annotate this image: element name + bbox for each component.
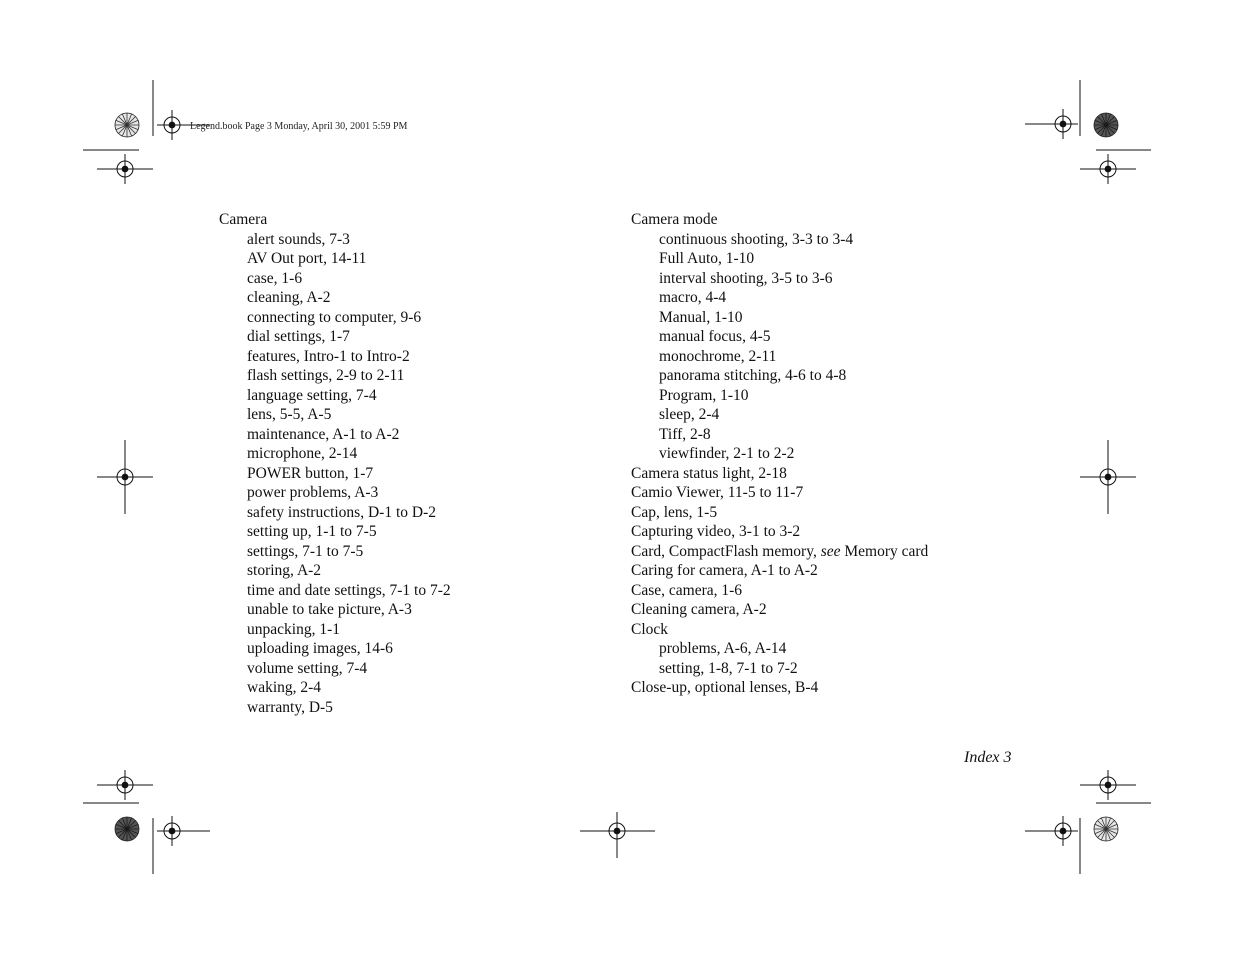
page-folio: Index 3 (964, 749, 1012, 766)
index-subentry (219, 561, 451, 581)
index-entry-text: setting up, 1-1 to 7-5 (247, 523, 377, 540)
index-entry-text: language setting, 7-4 (247, 386, 377, 404)
index-entry (631, 210, 928, 230)
index-entry (631, 522, 928, 542)
index-subentry (631, 269, 928, 289)
index-entry-text: case, 1-6 (247, 269, 303, 287)
index-entry-text: maintenance, A-1 to A-2 (247, 425, 400, 443)
index-subentry (631, 405, 928, 425)
index-entry-text: Capturing video, 3-1 to 3-2 (631, 523, 801, 540)
index-entry-text: features, Intro-1 to Intro-2 (247, 347, 410, 365)
color-wheel-icon (1094, 817, 1118, 841)
index-entry-text: microphone, 2-14 (247, 445, 358, 462)
index-entry (631, 620, 928, 640)
index-subentry (631, 347, 928, 367)
index-entry-text: warranty, D-5 (247, 698, 333, 716)
index-subentry (631, 386, 928, 406)
index-subentry (631, 639, 928, 659)
index-subentry (631, 249, 928, 269)
index-column-right (631, 210, 928, 698)
page-slug: Legend.book Page 3 Monday, April 30, 2001 5:59 PM (190, 121, 408, 132)
index-entry-text: Card, CompactFlash memory, (631, 542, 821, 560)
index-subentry (219, 327, 451, 347)
index-entry (631, 678, 928, 698)
index-entry (631, 561, 928, 581)
index-subentry (219, 678, 451, 698)
index-entry-text: Tiff, 2-8 (659, 425, 711, 443)
index-entry-text: Close-up, optional lenses, B-4 (631, 679, 819, 696)
index-column-left (219, 210, 451, 717)
index-entry (631, 542, 928, 562)
index-subentry (631, 308, 928, 328)
index-subentry (631, 425, 928, 445)
index-entry-text: setting, 1-8, 7-1 to 7-2 (659, 659, 798, 677)
index-subentry (219, 386, 451, 406)
index-entry-text: Clock (631, 620, 669, 638)
index-entry (631, 483, 928, 503)
index-entry-text: cleaning, A-2 (247, 289, 331, 306)
index-entry-text: Camio Viewer, 11-5 to 11-7 (631, 484, 804, 501)
index-subentry (219, 698, 451, 718)
index-subentry (631, 366, 928, 386)
color-wheel-icon (1094, 113, 1118, 137)
index-subentry (219, 522, 451, 542)
index-entry-text: panorama stitching, 4-6 to 4-8 (659, 367, 847, 384)
index-entry-text: uploading images, 14-6 (247, 640, 393, 657)
index-entry-text: dial settings, 1-7 (247, 328, 350, 345)
index-subentry (219, 659, 451, 679)
index-entry (631, 581, 928, 601)
index-entry-text: connecting to computer, 9-6 (247, 308, 422, 326)
index-entry-text: storing, A-2 (247, 562, 322, 579)
index-subentry (219, 366, 451, 386)
index-entry (631, 503, 928, 523)
index-entry-text: viewfinder, 2-1 to 2-2 (659, 445, 795, 462)
index-entry-text: Program, 1-10 (659, 386, 749, 404)
index-entry-text: time and date settings, 7-1 to 7-2 (247, 581, 451, 599)
index-subentry (631, 288, 928, 308)
index-subentry (631, 444, 928, 464)
index-entry-text: Case, camera, 1-6 (631, 581, 743, 599)
index-entry (631, 600, 928, 620)
index-subentry (219, 444, 451, 464)
index-subentry (631, 659, 928, 679)
index-entry-text: unable to take picture, A-3 (247, 601, 412, 618)
index-subentry (219, 600, 451, 620)
color-wheel-icon (115, 113, 139, 137)
index-entry (631, 464, 928, 484)
index-entry-text: POWER button, 1-7 (247, 464, 374, 482)
index-entry-text: lens, 5-5, A-5 (247, 406, 332, 423)
index-subentry (219, 288, 451, 308)
index-entry-text: Manual, 1-10 (659, 308, 743, 326)
index-entry-text: waking, 2-4 (247, 679, 322, 696)
index-subentry (631, 327, 928, 347)
index-subentry (219, 347, 451, 367)
index-entry-text: unpacking, 1-1 (247, 620, 340, 638)
index-subentry (219, 620, 451, 640)
index-entry-text: alert sounds, 7-3 (247, 230, 350, 248)
index-subentry (219, 581, 451, 601)
index-entry-text: Caring for camera, A-1 to A-2 (631, 562, 818, 579)
index-entry-text: flash settings, 2-9 to 2-11 (247, 367, 405, 384)
index-entry-text: power problems, A-3 (247, 484, 379, 501)
index-subentry (219, 639, 451, 659)
index-entry-text: manual focus, 4-5 (659, 328, 771, 345)
index-entry-text: Camera (219, 211, 268, 228)
index-entry-text: volume setting, 7-4 (247, 659, 368, 677)
index-entry-text: sleep, 2-4 (659, 406, 720, 423)
index-entry-text: AV Out port, 14-11 (247, 250, 367, 267)
index-subentry (219, 405, 451, 425)
index-subentry (219, 503, 451, 523)
index-entry-text: continuous shooting, 3-3 to 3-4 (659, 230, 854, 248)
index-entry-text: macro, 4-4 (659, 289, 727, 306)
index-entry-text: Camera status light, 2-18 (631, 464, 787, 482)
index-subentry (219, 308, 451, 328)
index-subentry (219, 249, 451, 269)
index-entry-text: monochrome, 2-11 (659, 347, 777, 365)
color-wheel-icon (115, 817, 139, 841)
index-subentry (219, 269, 451, 289)
index-entry (219, 210, 451, 230)
index-subentry (631, 230, 928, 250)
index-entry-text: safety instructions, D-1 to D-2 (247, 503, 436, 521)
index-entry-text: problems, A-6, A-14 (659, 640, 787, 657)
index-subentry (219, 425, 451, 445)
index-entry-text: Cleaning camera, A-2 (631, 601, 767, 618)
index-entry-text: Cap, lens, 1-5 (631, 503, 718, 521)
index-subentry (219, 483, 451, 503)
index-subentry (219, 464, 451, 484)
see-target: Memory card (840, 542, 929, 560)
see-reference: see (820, 542, 841, 560)
index-entry-text: settings, 7-1 to 7-5 (247, 542, 364, 560)
index-entry-text: interval shooting, 3-5 to 3-6 (659, 269, 833, 287)
index-entry-text: Full Auto, 1-10 (659, 250, 755, 267)
index-subentry (219, 230, 451, 250)
index-entry-text: Camera mode (631, 211, 718, 228)
index-subentry (219, 542, 451, 562)
